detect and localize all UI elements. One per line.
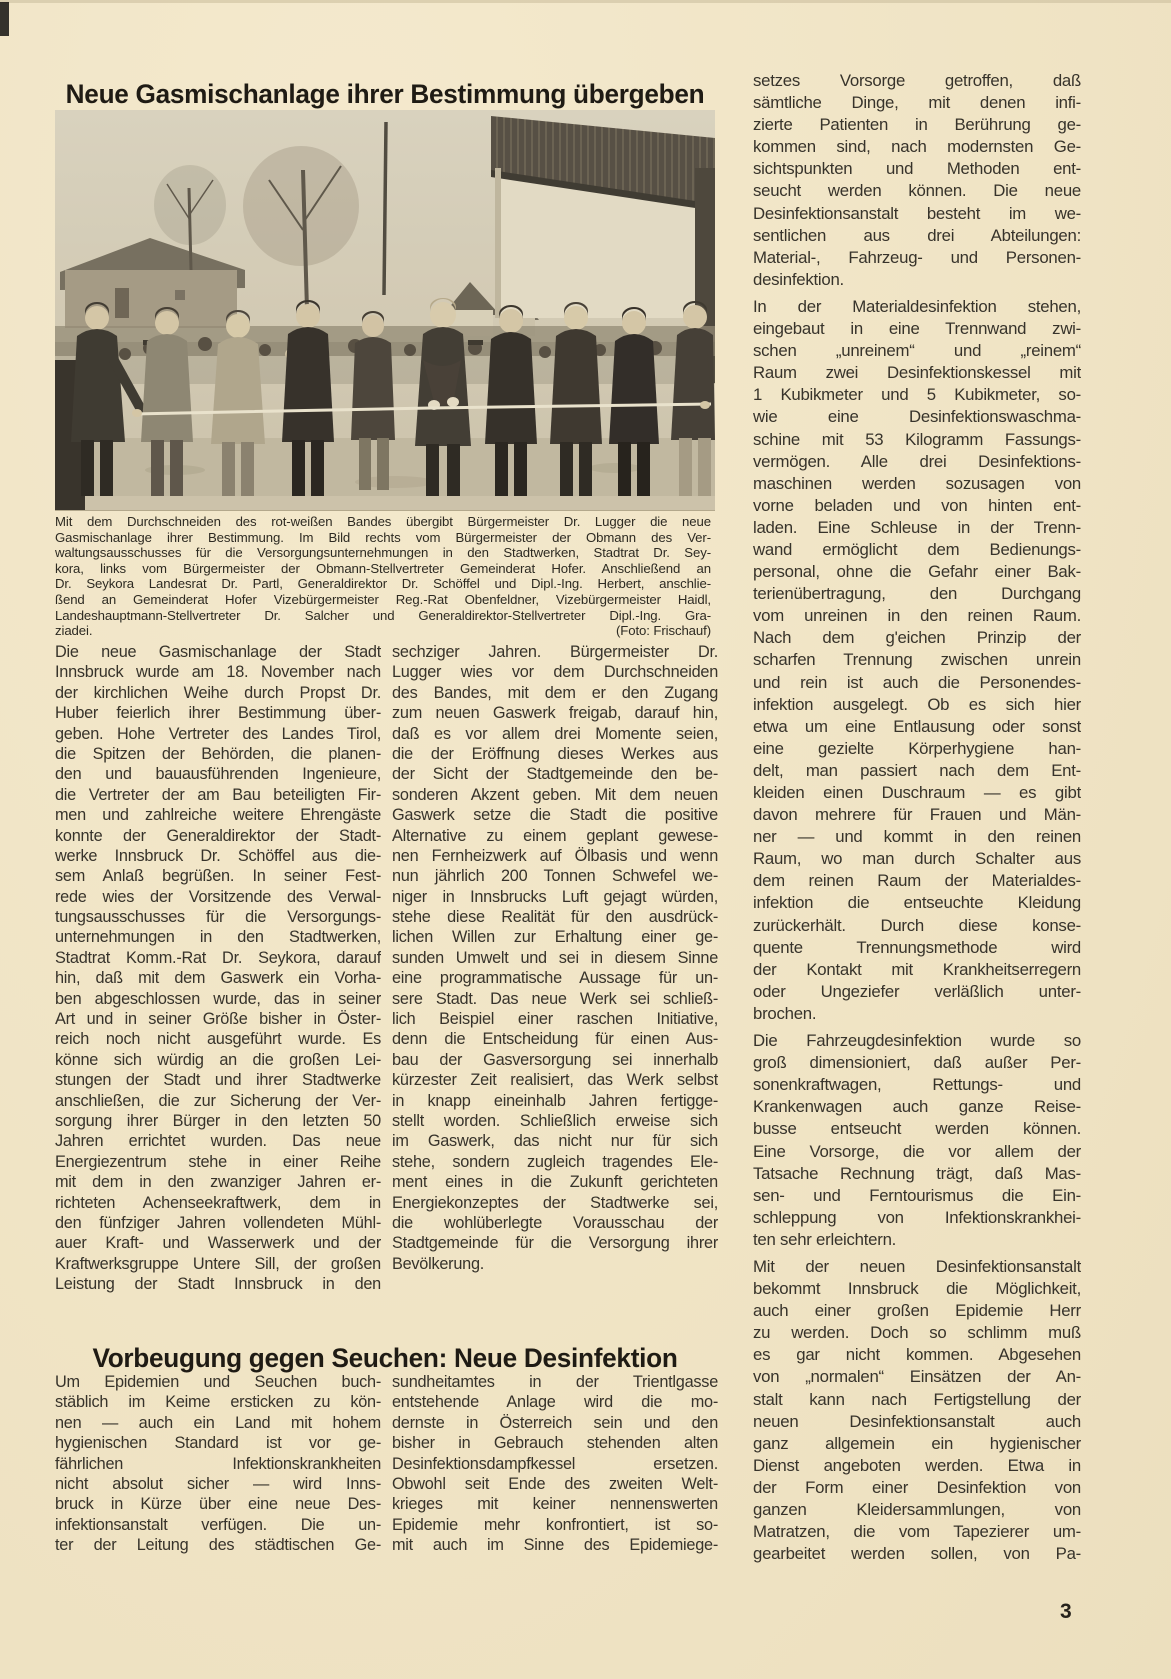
text-line: mit auch im Sinne des Epidemiege- bbox=[392, 1536, 718, 1555]
text-line: Obwohl seit Ende des zweiten Welt- bbox=[392, 1474, 718, 1493]
text-line: Krankenwagen auch ganze Reise- bbox=[753, 1097, 1081, 1117]
text-line: desinfektion. bbox=[753, 269, 844, 289]
text-line: quente Trennungsmethode wird bbox=[753, 937, 1081, 957]
text-line: vorne beladen und von hinten ent- bbox=[753, 495, 1081, 515]
text-line: Art und in seiner Größe bisher in Öster- bbox=[55, 1010, 381, 1029]
text-line: eine programmatische Aussage für un- bbox=[392, 969, 718, 988]
text-line: könne sich würdig an die großen Lei- bbox=[55, 1050, 381, 1069]
text-line: sechziger Jahren. Bürgermeister Dr. bbox=[392, 643, 718, 661]
text-line: bisher in Gebrauch stehenden alten bbox=[392, 1434, 718, 1453]
text-line: schleppung von Infektionskrankhei- bbox=[753, 1207, 1081, 1227]
article-gas-column-2 bbox=[392, 642, 718, 1274]
text-line: niger in Innsbrucks Luft gejagt würden, bbox=[392, 887, 718, 906]
text-line: Raum, wo man durch Schalter aus bbox=[753, 849, 1081, 869]
text-line: dem reinen Raum der Materialdes- bbox=[753, 871, 1081, 891]
text-line: geben. Hohe Vertreter des Landes Tirol, bbox=[55, 724, 381, 743]
text-line: stellt worden. Schließlich erweise sich bbox=[392, 1111, 718, 1130]
text-line: vermögen. Alle drei Desinfektions- bbox=[753, 451, 1081, 471]
text-line: schen „unreinem“ und „reinem“ bbox=[753, 341, 1081, 361]
text-line: denn die Entscheidung für einen Aus- bbox=[392, 1030, 718, 1049]
text-line: groß dimensioniert, daß außer Per- bbox=[753, 1053, 1081, 1073]
text-line: wand ermöglicht dem Bedienungs- bbox=[753, 539, 1081, 559]
text-line: konnte der Generaldirektor der Stadt- bbox=[55, 826, 381, 845]
article-seuchen-column-1 bbox=[55, 1372, 381, 1556]
caption-last-word: ziadei. bbox=[55, 623, 93, 639]
text-line: sonenkraftwagen, Rettungs- und bbox=[753, 1075, 1081, 1095]
text-line: sorgung ihrer Bürger in den letzten 50 bbox=[55, 1111, 381, 1130]
text-line: stungen der Stadt und ihrer Stadtwerke bbox=[55, 1071, 381, 1090]
text-line: bau der Gasversorgung sei innerhalb bbox=[392, 1050, 718, 1069]
paragraph bbox=[753, 296, 1081, 1025]
scan-artifact bbox=[0, 2, 9, 36]
text-line: kommen sind, nach modernsten Ge- bbox=[753, 137, 1081, 157]
text-line: der Kontakt mit Krankheitserregern bbox=[753, 959, 1081, 979]
article-seuchen-column-2 bbox=[392, 1372, 718, 1556]
text-line: hygienischen Standard ist vor ge- bbox=[55, 1434, 381, 1453]
text-line: Kraftwerksgruppe Untere Sill, der großen bbox=[55, 1254, 381, 1273]
text-line: Material-, Fahrzeug- und Personen- bbox=[753, 247, 1081, 267]
text-line: ner — und kommt in den reinen bbox=[753, 827, 1081, 847]
paragraph bbox=[55, 642, 381, 1295]
text-line: reich noch nicht ausgeführt wurde. Es bbox=[55, 1030, 381, 1049]
article-gas-headline: Neue Gasmischanlage ihrer Bestimmung übergeben bbox=[65, 79, 705, 110]
text-line: tungsausschusses für die Versorgungs- bbox=[55, 908, 381, 927]
text-line: dernste in Österreich sein und den bbox=[392, 1413, 718, 1432]
text-line: Mit dem Durchschneiden des rot-weißen Bandes übergibt Bürgermeister Dr. Lugger die neue bbox=[55, 514, 711, 529]
text-line: zierte Patienten in Berührung ge- bbox=[753, 115, 1081, 135]
text-line: brochen. bbox=[753, 1003, 817, 1023]
text-line: Alternative zu einem geplant gewese- bbox=[392, 826, 718, 845]
text-line: eingebaut in eine Trennwand zwi- bbox=[753, 319, 1081, 339]
text-line: men und zahlreiche weitere Ehrengäste bbox=[55, 806, 381, 825]
article-gas-column-1 bbox=[55, 642, 381, 1295]
text-line: infektionsanstalt verfügen. Die un- bbox=[55, 1515, 381, 1534]
text-line: nun jährlich 200 Tonnen Schwefel we- bbox=[392, 867, 718, 886]
text-line: nen — auch ein Land mit hohem bbox=[55, 1413, 381, 1432]
text-line: Die neue Gasmischanlage der Stadt bbox=[55, 643, 381, 661]
text-line: nen Fernheizwerk auf Ölbasis und wenn bbox=[392, 846, 718, 865]
text-line: ganzen Kleidersammlungen, von bbox=[753, 1500, 1081, 1519]
text-line: daß es vor allem drei Momente seien, bbox=[392, 724, 718, 743]
text-line: und rein ist auch die Personendes- bbox=[753, 672, 1081, 692]
text-line: sem Anlaß begrüßen. In seiner Fest- bbox=[55, 867, 381, 886]
text-line: ment eines in die Zukunft gerichteten bbox=[392, 1173, 718, 1192]
photo-credit: (Foto: Frischauf) bbox=[615, 623, 711, 639]
text-line: ten sehr erleichtern. bbox=[753, 1229, 897, 1249]
text-line: lichen Willen zur Erhaltung einer ge- bbox=[392, 928, 718, 947]
text-line: Stadtrat Komm.-Rat Dr. Seykora, darauf bbox=[55, 948, 381, 967]
text-line: Dienst angeboten werden. Etwa in bbox=[753, 1455, 1081, 1475]
text-line: im Gaswerk, das nicht nur für sich bbox=[392, 1132, 718, 1151]
text-line: stehe diese Realität für den ausdrück- bbox=[392, 908, 718, 927]
text-line: bekommt Innsbruck die Möglichkeit, bbox=[753, 1279, 1081, 1299]
text-line: Desinfektionsanstalt besteht im we- bbox=[753, 203, 1081, 223]
paragraph bbox=[392, 1372, 718, 1556]
text-line: der kirchlichen Weihe durch Propst Dr. bbox=[55, 683, 381, 702]
text-line: von „normalen“ Einsätzen der An- bbox=[753, 1367, 1081, 1387]
text-line: ßend an Gemeinderat Hofer Vizebürgermeister Reg.-Rat Obenfeldner, Vizebürgermeister Haidl, bbox=[55, 591, 711, 607]
text-line: Lugger wies vor dem Durchschneiden bbox=[392, 663, 718, 682]
photo-caption bbox=[55, 514, 711, 639]
text-line: kürzester Zeit realisiert, das Werk selbst bbox=[392, 1071, 718, 1090]
text-line: des Bandes, mit dem er den Zugang bbox=[392, 683, 718, 702]
text-line: fährlichen Infektionskrankheiten bbox=[55, 1454, 381, 1473]
text-line: stehe, sondern zugleich tragendes Ele- bbox=[392, 1152, 718, 1171]
text-line: der Sicht der Stadtgemeinde den be- bbox=[392, 765, 718, 784]
text-line: neuen Desinfektionsanstalt auch bbox=[753, 1411, 1081, 1431]
paragraph bbox=[392, 642, 718, 1274]
text-line: unternehmungen in den Stadtwerken, bbox=[55, 928, 381, 947]
text-line: den und bauausführenden Ingenieure, bbox=[55, 765, 381, 784]
text-line: krieges mit keiner nennenswerten bbox=[392, 1495, 718, 1514]
text-line: sämtliche Dinge, mit denen infi- bbox=[753, 93, 1081, 113]
text-line: gearbeitet werden sollen, von Pa- bbox=[753, 1544, 1081, 1564]
text-line: Desinfektionsdampfkessel ersetzen. bbox=[392, 1454, 718, 1473]
text-line: sonderen Akzent geben. Mit dem neuen bbox=[392, 785, 718, 804]
text-line: Leistung der Stadt Innsbruck in den bbox=[55, 1275, 381, 1294]
text-line: zurückerhält. Durch diese konse- bbox=[753, 915, 1081, 935]
text-line: Eine Vorsorge, die vor allem der bbox=[753, 1141, 1081, 1161]
text-line: Jahren errichtet wurden. Das neue bbox=[55, 1132, 381, 1151]
text-line: Nach dem g'eichen Prinzip der bbox=[753, 628, 1081, 648]
text-line: oder Ungeziefer verläßlich unter- bbox=[753, 981, 1081, 1001]
text-line: richteten Achenseekraftwerk, dem in bbox=[55, 1193, 381, 1212]
text-line: entstehende Anlage wird die mo- bbox=[392, 1393, 718, 1412]
text-line: Gasmischanlage ihrer Bestimmung. Im Bild rechts vom Bürgermeister der Obmann des Ver- bbox=[55, 529, 711, 545]
text-line: rede wies der Vorsitzende des Verwal- bbox=[55, 887, 381, 906]
scan-top-edge bbox=[0, 0, 1171, 3]
text-line: die Spitzen der Behörden, die planen- bbox=[55, 744, 381, 763]
text-line: etwa um eine Entlausung oder sonst bbox=[753, 716, 1081, 736]
text-line: Stadtgemeinde für die Versorgung ihrer bbox=[392, 1234, 718, 1253]
text-line: Die Fahrzeugdesinfektion wurde so bbox=[753, 1031, 1081, 1051]
text-line: ganz allgemein ein hygienischer bbox=[753, 1433, 1081, 1453]
ceremony-photo bbox=[55, 110, 715, 510]
text-line: waltungsausschusses für die Versorgungsunternehmungen in den Stadtwerken, Stadtrat Dr. Sey- bbox=[55, 545, 711, 561]
text-line: eine gezielte Körperhygiene han- bbox=[753, 738, 1081, 758]
text-line: Mit der neuen Desinfektionsanstalt bbox=[753, 1256, 1081, 1276]
text-line: Gaswerk setze die Stadt die positive bbox=[392, 806, 718, 825]
text-line: mit dem in den zwanziger Jahren er- bbox=[55, 1173, 381, 1192]
text-line: auch einer großen Epidemie Herr bbox=[753, 1301, 1081, 1321]
text-line: die wohlüberlegte Vorausschau der bbox=[392, 1213, 718, 1232]
text-line: busse entseucht werden können. bbox=[753, 1119, 1081, 1139]
text-line: sichtspunkten und Methoden ent- bbox=[753, 159, 1081, 179]
text-line: Bevölkerung. bbox=[392, 1254, 485, 1273]
article-seuchen-headline: Vorbeugung gegen Seuchen: Neue Desinfektion bbox=[92, 1343, 678, 1374]
text-line: vom unreinen in den reinen Raum. bbox=[753, 606, 1081, 626]
page-number: 3 bbox=[1060, 1600, 1072, 1623]
text-line: die Vertreter der am Bau beteiligten Fir- bbox=[55, 785, 381, 804]
text-line: ben abgeschlossen wurde, das in seiner bbox=[55, 989, 381, 1008]
paragraph bbox=[753, 1256, 1081, 1565]
text-line: kora, links vom Bürgermeister der Obmann-Stellvertreter Gemeinderat Hofer. Anschließend an bbox=[55, 560, 711, 576]
text-line: anschließen, die zur Sicherung der Ver- bbox=[55, 1091, 381, 1110]
text-line: Landeshauptmann-Stellvertreter Dr. Salcher und Generaldirektor-Stellvertreter Dipl.-Ing. Gra- bbox=[55, 607, 711, 623]
text-line: Raum zwei Desinfektionskessel mit bbox=[753, 363, 1081, 383]
text-line: sentlichen aus drei Abteilungen: bbox=[753, 225, 1081, 245]
text-line: hin, daß mit dem Gaswerk ein Vorha- bbox=[55, 969, 381, 988]
text-line: sere Stadt. Das neue Werk sei schließ- bbox=[392, 989, 718, 1008]
text-line: die der Eröffnung dieses Werkes aus bbox=[392, 744, 718, 763]
right-column-desinfektion bbox=[753, 70, 1081, 1565]
text-line: 1 Kubikmeter und 5 Kubikmeter, so- bbox=[753, 385, 1081, 405]
paragraph bbox=[753, 1030, 1081, 1251]
text-line: schine mit 53 Kilogramm Fassungs- bbox=[753, 429, 1081, 449]
text-line: setzes Vorsorge getroffen, daß bbox=[753, 71, 1081, 90]
photo-caption-lines bbox=[55, 514, 711, 623]
text-line: wie eine Desinfektionswaschma- bbox=[753, 407, 1081, 427]
text-line: Huber feierlich ihrer Bestimmung über- bbox=[55, 704, 381, 723]
text-line: Um Epidemien und Seuchen buch- bbox=[55, 1373, 381, 1391]
text-line: stalt kann nach Fertigstellung der bbox=[753, 1389, 1081, 1409]
text-line: infektion die entseuchte Kleidung bbox=[753, 893, 1081, 913]
text-line: sen- und Ferntourismus die Ein- bbox=[753, 1185, 1081, 1205]
text-line: es gar nicht kommen. Abgesehen bbox=[753, 1345, 1081, 1365]
text-line: zum neuen Gaswerk freigab, darauf hin, bbox=[392, 704, 718, 723]
text-line: personal, ohne die Gefahr einer Bak- bbox=[753, 562, 1081, 582]
text-line: nicht absolut sicher — wird Inns- bbox=[55, 1474, 381, 1493]
text-line: Dr. Seykora Landesrat Dr. Partl, Generaldirektor Dr. Schöffel und Dipl.-Ing. Herbert, anschlie- bbox=[55, 576, 711, 592]
text-line: Matratzen, die vom Tapezierer um- bbox=[753, 1522, 1081, 1542]
text-line: Energiekonzeptes der Stadtwerke sei, bbox=[392, 1193, 718, 1212]
photo-tint bbox=[55, 110, 715, 510]
paragraph bbox=[753, 70, 1081, 291]
text-line: Epidemie mehr konfrontiert, ist so- bbox=[392, 1515, 718, 1534]
text-line: Innsbruck wurde am 18. November nach bbox=[55, 663, 381, 682]
text-line: laden. Eine Schleuse in der Trenn- bbox=[753, 517, 1081, 537]
text-line: sundheitamtes in der Trientlgasse bbox=[392, 1373, 718, 1391]
text-line: bruck in Kürze über eine neue Des- bbox=[55, 1495, 381, 1514]
text-line: lich Beispiel einer raschen Initiative, bbox=[392, 1010, 718, 1029]
paragraph bbox=[55, 1372, 381, 1556]
text-line: terienübertragung, den Durchgang bbox=[753, 584, 1081, 604]
text-line: zu werden. Doch so schlimm muß bbox=[753, 1323, 1081, 1343]
text-line: In der Materialdesinfektion stehen, bbox=[753, 296, 1081, 316]
text-line: ter der Leitung des städtischen Ge- bbox=[55, 1536, 381, 1555]
text-line: seucht werden können. Die neue bbox=[753, 181, 1081, 201]
text-line: maschinen werden sozusagen von bbox=[753, 473, 1081, 493]
text-line: delt, man passiert nach dem Ent- bbox=[753, 760, 1081, 780]
text-line: werke Innsbruck Dr. Schöffel aus die- bbox=[55, 846, 381, 865]
paragraph bbox=[55, 514, 711, 623]
text-line: in knapp eineinhalb Jahren fertigge- bbox=[392, 1091, 718, 1110]
text-line: stäblich im Keime ersticken zu kön- bbox=[55, 1393, 381, 1412]
photo-caption-lastline bbox=[55, 623, 711, 639]
text-line: kleiden einen Duschraum — es gibt bbox=[753, 783, 1081, 802]
text-line: Energiezentrum stehe in einer Reihe bbox=[55, 1152, 381, 1171]
text-line: infektion ausgelegt. Ob es sich hier bbox=[753, 694, 1081, 714]
text-line: der Form einer Desinfektion von bbox=[753, 1477, 1081, 1497]
ribbon-cutting-photo-illustration bbox=[55, 110, 715, 510]
text-line: scharfen Trennung zwischen unrein bbox=[753, 650, 1081, 670]
text-line: Tatsache Rechnung trägt, daß Mas- bbox=[753, 1163, 1081, 1183]
text-line: sunden Umwelt und sei in diesem Sinne bbox=[392, 948, 718, 967]
text-line: auer Kraft- und Wasserwerk und der bbox=[55, 1234, 381, 1253]
text-line: den fünfziger Jahren vollendeten Mühl- bbox=[55, 1213, 381, 1232]
text-line: davon mehrere für Frauen und Män- bbox=[753, 805, 1081, 825]
